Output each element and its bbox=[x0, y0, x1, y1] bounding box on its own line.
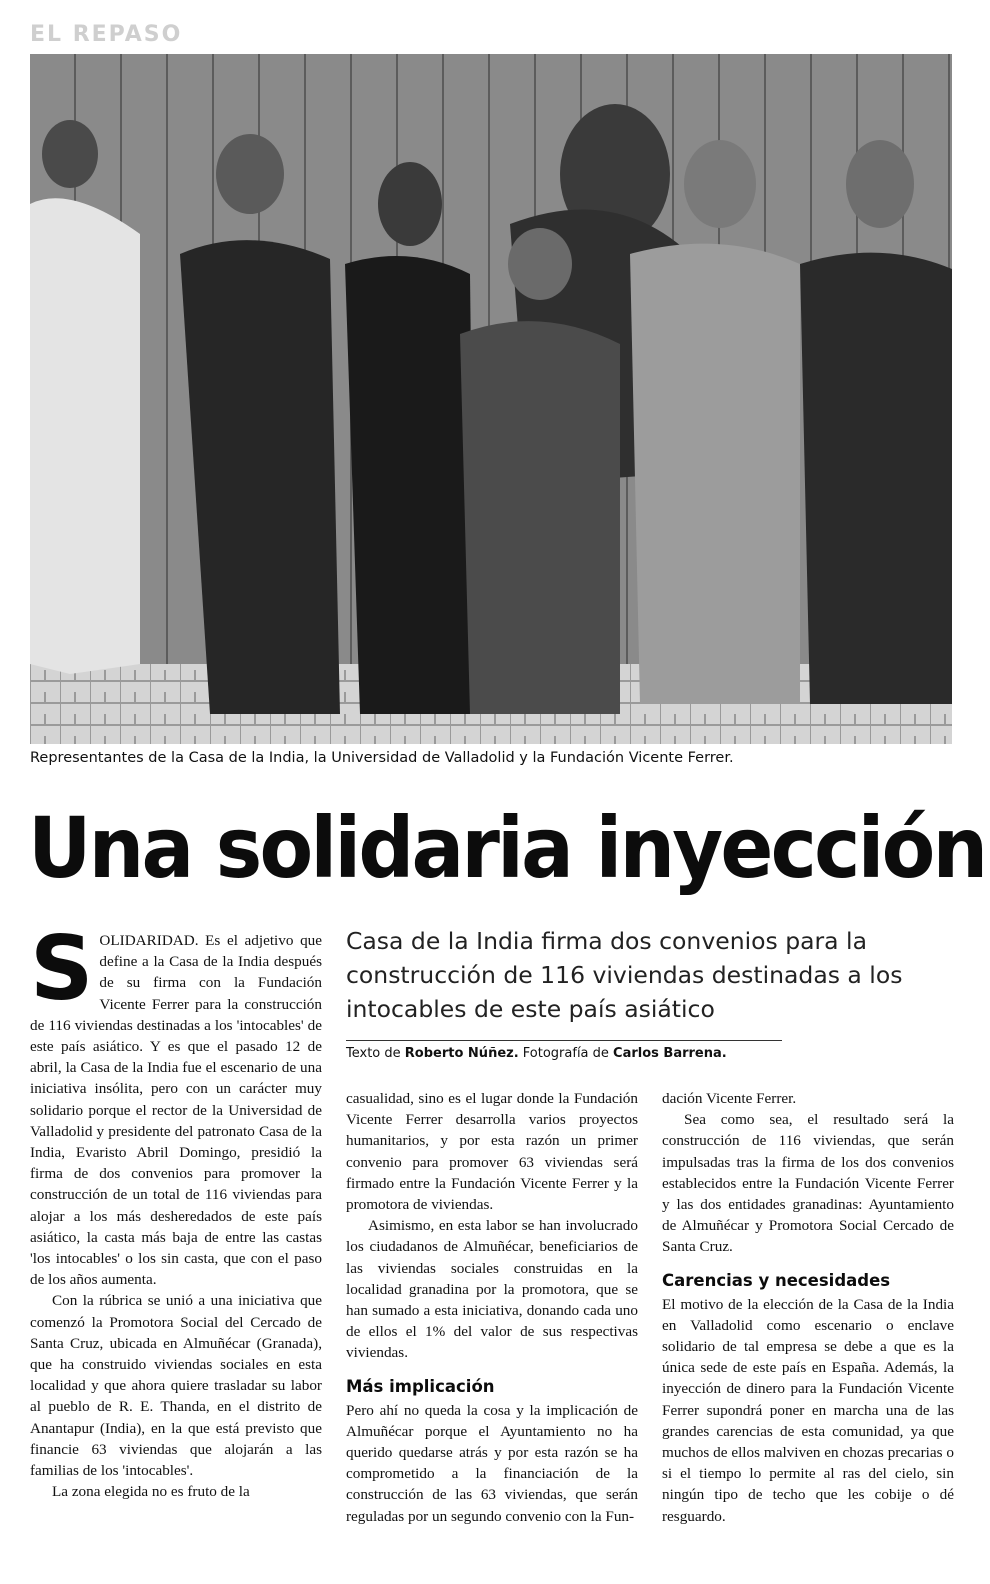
byline-author: Roberto Núñez. bbox=[404, 1046, 519, 1061]
dropcap: S bbox=[30, 917, 94, 1020]
byline-photo-prefix: Fotografía de bbox=[522, 1046, 609, 1061]
section-label: EL REPASO bbox=[30, 22, 183, 47]
section-subtitle: Carencias y necesidades bbox=[662, 1270, 891, 1290]
subheadline: Casa de la India firma dos convenios para la construcción de 116 viviendas destinadas a los intocables de este país asiático bbox=[346, 927, 903, 1023]
paragraph: Asimismo, en esta labor se han involucrado los ciudadanos de Almuñécar, beneficiarios de las viviendas sociales construidas en la localidad granadina por la promotora, que se han sumado a esta iniciativa, donando cada uno de ellos el 1% del valor de sus respectivas viviendas. bbox=[346, 1217, 638, 1362]
group-photo bbox=[30, 54, 952, 744]
photo-caption: Representantes de la Casa de la India, la Universidad de Valladolid y la Fundación Vicente Ferrer. bbox=[30, 750, 734, 766]
headline: Una solidaria inyección bbox=[28, 799, 986, 897]
paragraph: La zona elegida no es fruto de la bbox=[52, 1483, 250, 1501]
paragraph: Sea como sea, el resultado será la construcción de 116 viviendas, que serán impulsadas tras la firma de los dos convenios establecidos entre la Fundación Vicente Ferrer y las dos entidades granadinas: Ayuntamiento de Almuñécar y Promotora Social Cercado de Santa Cruz. bbox=[662, 1111, 954, 1256]
byline-photographer: Carlos Barrena. bbox=[613, 1046, 727, 1061]
article-column-1 bbox=[30, 917, 322, 1502]
paragraph: dación Vicente Ferrer. bbox=[662, 1090, 797, 1107]
article-column-2 bbox=[346, 1088, 638, 1527]
byline-text-prefix: Texto de bbox=[346, 1046, 401, 1061]
byline-divider bbox=[346, 1040, 782, 1041]
section-subtitle: Más implicación bbox=[346, 1376, 495, 1396]
paragraph: Pero ahí no queda la cosa y la implicación de Almuñécar porque el Ayuntamiento no ha querido quedarse atrás y por esta razón se ha comprometido a la financiación de la construcción de las 63 viviendas, que serán reguladas por un segundo convenio con la Fun- bbox=[346, 1401, 638, 1525]
paragraph: El motivo de la elección de la Casa de la India en Valladolid como escenario o enclave solidario de tal empresa se debe a que es la única sede de este país en España. Además, la inyección de dinero para la Fundación Vicente Ferrer supondrá poner en marcha una de las grandes carencias de esta comunidad, ya que muchos de ellos malviven en chozas precarias o si el tiempo lo permite al ras del cielo, sin ningún tipo de techo que les cobije o dé resguardo. bbox=[662, 1295, 954, 1525]
paragraph: OLIDARIDAD. Es el adjetivo que define a la Casa de la India después de su firma con la Fundación Vicente Ferrer para la construcción de 116 viviendas destinadas a los 'intocables' de este país asiático. Y es que el pasado 12 de abril, la Casa de la India fue el escenario de una iniciativa insólita, pero con un carácter muy solidario porque el rector de la Universidad de Valladolid y presidente del patronato Casa de la India, Evaristo Abril Domingo, presidió la firma de dos convenios para promover la construcción de un total de 116 viviendas para alojar a los más desheredados de este país asiático, la casta más baja de entre las castas 'los intocables' o los sin casta, que con el paso de los años aumenta. bbox=[30, 932, 322, 1289]
byline bbox=[346, 1046, 727, 1061]
paragraph: Con la rúbrica se unió a una iniciativa que comenzó la Promotora Social del Cercado de Santa Cruz, ubicada en Almuñécar (Granada), que ha construido viviendas sociales en esta localidad y que ahora quiere trasladar su labor al pueblo de R. E. Thanda, en el distrito de Anantapur (India), en la que está previsto que financie 63 viviendas que alojarán a las familias de los 'intocables'. bbox=[30, 1292, 322, 1480]
paragraph: casualidad, sino es el lugar donde la Fundación Vicente Ferrer desarrolla varios proyectos humanitarios, y por esta razón un primer convenio para promover 63 viviendas será firmado entre la Fundación Vicente Ferrer y la promotora de viviendas. bbox=[346, 1090, 638, 1214]
group-photo-with-statue-icon bbox=[30, 54, 952, 744]
article-column-3 bbox=[662, 1088, 954, 1527]
